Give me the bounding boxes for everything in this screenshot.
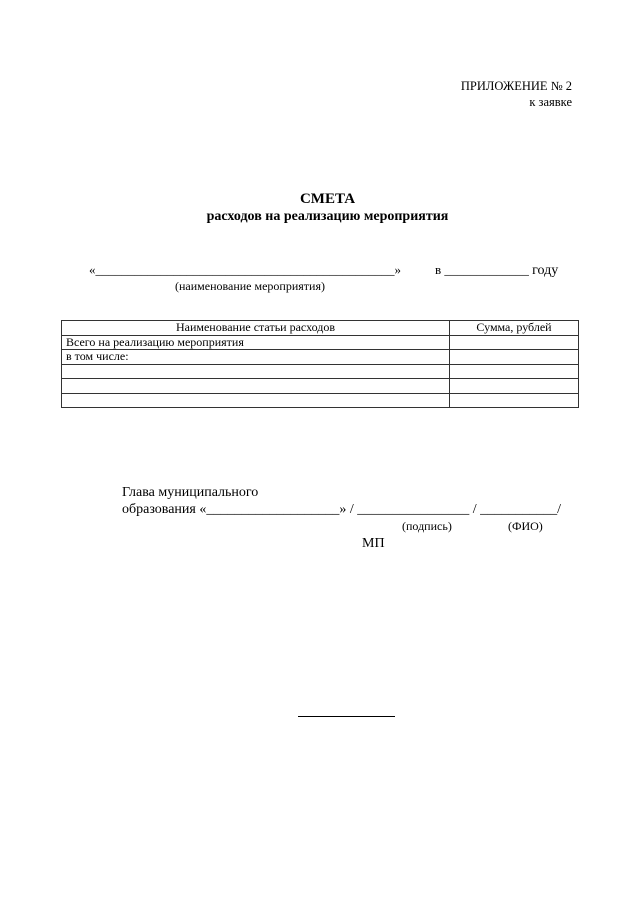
- name-caption: (ФИО): [508, 519, 543, 533]
- document-subtitle: расходов на реализацию мероприятия: [206, 209, 449, 224]
- table-cell-amount: [450, 364, 579, 379]
- signatory-fields: образования «___________________» / ________________ / ___________/: [122, 502, 562, 517]
- table-row: [62, 364, 579, 379]
- signatory-title: Глава муниципального: [122, 485, 259, 500]
- table-cell-amount: [450, 393, 579, 408]
- table-cell-item: [62, 379, 450, 394]
- table-cell-item: [62, 393, 450, 408]
- table-row: [62, 393, 579, 408]
- document-title: СМЕТА: [299, 191, 356, 207]
- table-cell-amount: [450, 379, 579, 394]
- table-cell-item: [62, 364, 450, 379]
- table-cell-amount: [450, 335, 579, 350]
- bottom-divider: [298, 716, 395, 717]
- appendix-title: ПРИЛОЖЕНИЕ № 2: [460, 79, 572, 93]
- table-header-row: [62, 321, 579, 336]
- signature-caption: (подпись): [402, 519, 452, 533]
- event-year-word: году: [532, 263, 559, 278]
- appendix-subtitle: к заявке: [529, 95, 572, 109]
- table-row: [62, 335, 579, 350]
- expenses-table: [61, 320, 579, 408]
- table-cell-item: в том числе:: [62, 350, 450, 365]
- table-row: [62, 350, 579, 365]
- column-header-item: Наименование статьи расходов: [62, 321, 450, 336]
- event-year-field: [435, 262, 558, 279]
- column-header-amount: Сумма, рублей: [450, 321, 579, 336]
- stamp-placeholder: МП: [362, 536, 385, 551]
- event-name-field: «______________________________________________»: [89, 262, 401, 277]
- table-cell-item: Всего на реализацию мероприятия: [62, 335, 450, 350]
- event-year-blank: в _____________: [435, 262, 529, 277]
- table-row: [62, 379, 579, 394]
- event-name-caption: (наименование мероприятия): [175, 279, 325, 293]
- table-cell-amount: [450, 350, 579, 365]
